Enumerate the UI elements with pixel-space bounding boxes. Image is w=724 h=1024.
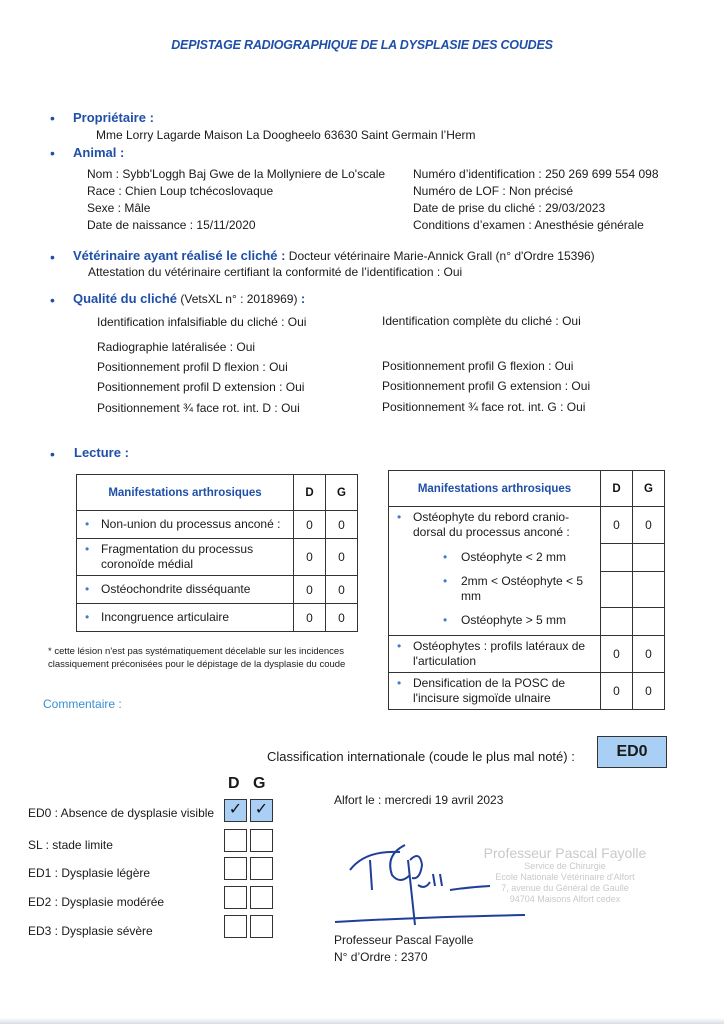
footnote: * cette lésion n'est pas systématiquement décelable sur les incidences classiquement préconisées pour le dépistage de la dysplasie du coude xyxy=(48,646,346,670)
vet-value: Docteur vétérinaire Marie-Annick Grall (n° d'Ordre 15396) xyxy=(288,249,595,263)
quality-ref: (VetsXL n° : 2018969) xyxy=(180,292,298,306)
quality-item: Positionnement ¾ face rot. int. D : Oui xyxy=(97,401,300,415)
exam-conditions: Conditions d’examen : Anesthésie générale xyxy=(413,218,644,232)
reading-table-right xyxy=(388,470,665,710)
stamp: Professeur Pascal Fayolle Service de Chirurgie Ecole Nationale Vétérinaire d'Alfort 7, avenue du Général de Gaulle 94704 Maisons Alfort cedex xyxy=(483,845,647,904)
quality-item: Identification infalsifiable du cliché : Oui xyxy=(97,315,307,329)
table-header: Manifestations arthrosiques xyxy=(77,475,294,511)
bullet-icon: • xyxy=(85,517,90,531)
table-row: • Ostéophyte > 5 mm xyxy=(389,607,665,635)
quality-item: Positionnement profil D extension : Oui xyxy=(97,380,305,394)
vet-line xyxy=(73,248,595,263)
bullet-icon: • xyxy=(50,292,55,308)
quality-item: Positionnement profil G extension : Oui xyxy=(382,379,591,393)
col-d-header: D xyxy=(294,475,326,511)
checkbox-ed1-g[interactable] xyxy=(250,857,273,880)
reading-label: Lecture : xyxy=(74,445,129,460)
bullet-icon: • xyxy=(85,542,90,556)
bullet-icon: • xyxy=(50,249,55,265)
checkbox-ed1-d[interactable] xyxy=(224,857,247,880)
classification-value-box: ED0 xyxy=(597,736,667,768)
xray-date: Date de prise du cliché : 29/03/2023 xyxy=(413,201,606,215)
bullet-icon: • xyxy=(397,510,402,524)
grade-label-ed2: ED2 : Dysplasie modérée xyxy=(28,895,165,909)
checkbox-sl-d[interactable] xyxy=(224,829,247,852)
bullet-icon: • xyxy=(85,610,90,624)
owner-label: Propriétaire : xyxy=(73,110,154,125)
table-row: • Non-union du processus anconé : 0 0 xyxy=(77,511,358,539)
bullet-icon: • xyxy=(50,145,55,161)
bullet-icon: • xyxy=(85,582,90,596)
table-row: • Fragmentation du processus coronoïde médial 0 0 xyxy=(77,539,358,576)
col-g-header: G xyxy=(633,471,665,507)
quality-item: Positionnement ¾ face rot. int. G : Oui xyxy=(382,400,586,414)
quality-item: Positionnement profil D flexion : Oui xyxy=(97,360,288,374)
animal-breed: Race : Chien Loup tchécoslovaque xyxy=(87,184,274,198)
table-row: • Ostéochondrite disséquante 0 0 xyxy=(77,576,358,604)
vet-attestation: Attestation du vétérinaire certifiant la conformité de l’identification : Oui xyxy=(88,265,463,279)
page-edge xyxy=(0,1018,724,1024)
table-row: • Incongruence articulaire 0 0 xyxy=(77,604,358,632)
bullet-icon: • xyxy=(443,549,448,564)
bullet-icon: • xyxy=(443,613,448,628)
animal-lof: Numéro de LOF : Non précisé xyxy=(413,184,574,198)
place-date: Alfort le : mercredi 19 avril 2023 xyxy=(334,793,504,807)
col-g-header: G xyxy=(326,475,358,511)
signatory-name: Professeur Pascal Fayolle xyxy=(334,933,474,947)
animal-label: Animal : xyxy=(73,145,125,160)
animal-name: Nom : Sybb'Loggh Baj Gwe de la Mollyniere de Lo'scale xyxy=(87,167,386,181)
table-row: • Ostéophytes : profils latéraux de l'articulation 0 0 xyxy=(389,635,665,672)
animal-details-left xyxy=(87,166,385,234)
checkbox-ed0-g[interactable]: ✓ xyxy=(250,799,273,822)
quality-item: Identification complète du cliché : Oui xyxy=(382,314,581,328)
grade-col-g-header: G xyxy=(253,775,266,792)
checkbox-ed0-d[interactable]: ✓ xyxy=(224,799,247,822)
bullet-icon: • xyxy=(50,110,55,126)
table-row: • Densification de la POSC de l'incisure sigmoïde ulnaire 0 0 xyxy=(389,672,665,709)
grade-col-d-header: D xyxy=(228,775,240,792)
checkbox-ed3-d[interactable] xyxy=(224,915,247,938)
comment-label: Commentaire : xyxy=(43,697,122,711)
table-row: • Ostéophyte < 2 mm xyxy=(389,543,665,571)
col-d-header: D xyxy=(601,471,633,507)
table-row: • Ostéophyte du rebord cranio-dorsal du processus anconé : 0 0 xyxy=(389,507,665,544)
bullet-icon: • xyxy=(50,446,55,462)
checkbox-ed3-g[interactable] xyxy=(250,915,273,938)
vet-label: Vétérinaire ayant réalisé le cliché : xyxy=(73,248,286,263)
checkbox-sl-g[interactable] xyxy=(250,829,273,852)
table-header: Manifestations arthrosiques xyxy=(389,471,601,507)
quality-item: Radiographie latéralisée : Oui xyxy=(97,340,256,354)
quality-label: Qualité du cliché xyxy=(73,291,178,306)
document-title: DEPISTAGE RADIOGRAPHIQUE DE LA DYSPLASIE DES COUDES xyxy=(171,38,553,52)
quality-line: Qualité du cliché (VetsXL n° : 2018969) : xyxy=(73,291,306,306)
reading-table-left xyxy=(76,474,358,632)
animal-sex: Sexe : Mâle xyxy=(87,201,151,215)
bullet-icon: • xyxy=(397,638,402,653)
grade-label-ed0: ED0 : Absence de dysplasie visible xyxy=(28,806,215,820)
quality-item: Positionnement profil G flexion : Oui xyxy=(382,359,574,373)
bullet-icon: • xyxy=(443,574,448,588)
animal-details-right xyxy=(413,166,659,234)
signatory-ordre: N° d’Ordre : 2370 xyxy=(334,950,428,964)
table-row: • 2mm < Ostéophyte < 5 mm xyxy=(389,571,665,607)
animal-id-number: Numéro d’identification : 250 269 699 554 098 xyxy=(413,167,659,181)
grade-label-ed3: ED3 : Dysplasie sévère xyxy=(28,924,153,938)
bullet-icon: • xyxy=(397,675,402,690)
grade-label-sl: SL : stade limite xyxy=(28,838,113,852)
animal-birthdate: Date de naissance : 15/11/2020 xyxy=(87,218,256,232)
classification-label: Classification internationale (coude le plus mal noté) : xyxy=(267,749,575,764)
checkbox-ed2-d[interactable] xyxy=(224,886,247,909)
checkbox-ed2-g[interactable] xyxy=(250,886,273,909)
grade-label-ed1: ED1 : Dysplasie légère xyxy=(28,866,151,880)
owner-value: Mme Lorry Lagarde Maison La Doogheelo 63630 Saint Germain l’Herm xyxy=(96,128,476,142)
